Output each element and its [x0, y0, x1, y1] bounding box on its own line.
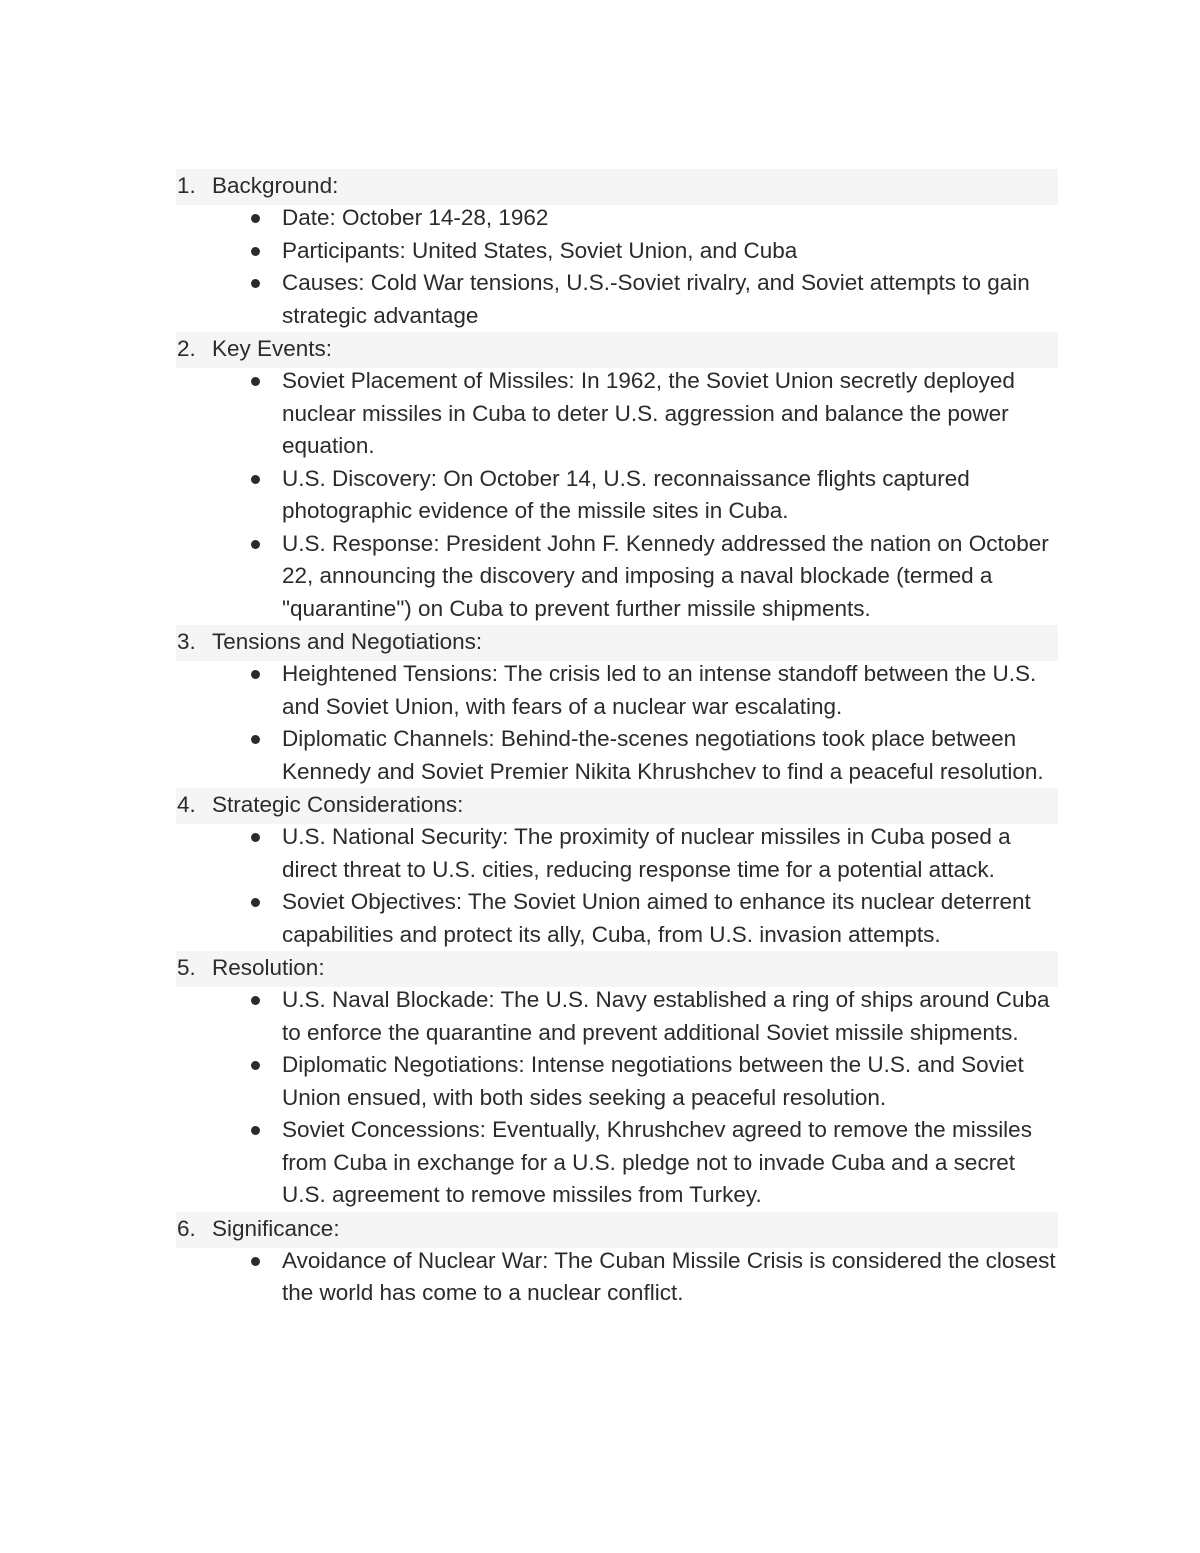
- list-item: [176, 723, 1058, 788]
- item-text: Date: October 14-28, 1962: [282, 205, 549, 230]
- list-item: [176, 528, 1058, 626]
- section-heading: [176, 788, 1058, 824]
- section-background: [176, 169, 1058, 332]
- bullet-icon: [251, 735, 260, 744]
- item-text: U.S. Naval Blockade: The U.S. Navy established a ring of ships around Cuba to enforce the quarantine and prevent additional Soviet missile shipments.: [282, 987, 1050, 1045]
- document-outline: [176, 169, 1058, 1310]
- section-title: Key Events:: [212, 336, 333, 361]
- bullet-icon: [251, 1257, 260, 1266]
- item-text: U.S. Response: President John F. Kennedy addressed the nation on October 22, announcing the discovery and imposing a naval blockade (termed a "quarantine") on Cuba to prevent further missile shipments.: [282, 530, 1049, 621]
- section-heading: [176, 1212, 1058, 1248]
- item-text: Diplomatic Channels: Behind-the-scenes negotiations took place between Kennedy and Soviet Premier Nikita Khrushchev to find a peaceful resolution.: [282, 726, 1044, 784]
- item-text: Soviet Objectives: The Soviet Union aimed to enhance its nuclear deterrent capabilities and protect its ally, Cuba, from U.S. invasion attempts.: [282, 889, 1031, 947]
- list-item: [176, 365, 1058, 463]
- section-strategic: [176, 788, 1058, 951]
- bullet-list: [176, 984, 1058, 1212]
- item-text: Diplomatic Negotiations: Intense negotiations between the U.S. and Soviet Union ensued, with both sides seeking a peaceful resolution.: [282, 1052, 1024, 1110]
- item-text: U.S. National Security: The proximity of nuclear missiles in Cuba posed a direct threat to U.S. cities, reducing response time for a potential attack.: [282, 824, 1011, 882]
- list-item: [176, 886, 1058, 951]
- section-number: 5.: [177, 955, 196, 980]
- bullet-icon: [251, 377, 260, 386]
- section-title: Tensions and Negotiations:: [212, 629, 483, 654]
- bullet-icon: [251, 540, 260, 549]
- list-item: [176, 235, 1058, 268]
- bullet-icon: [251, 214, 260, 223]
- section-key-events: [176, 332, 1058, 625]
- bullet-list: [176, 821, 1058, 951]
- section-heading: [176, 332, 1058, 368]
- section-significance: [176, 1212, 1058, 1310]
- bullet-list: [176, 202, 1058, 332]
- bullet-list: [176, 658, 1058, 788]
- bullet-icon: [251, 475, 260, 484]
- bullet-icon: [251, 279, 260, 288]
- section-number: 4.: [177, 792, 196, 817]
- section-heading: [176, 169, 1058, 205]
- list-item: [176, 1114, 1058, 1212]
- section-heading: [176, 625, 1058, 661]
- list-item: [176, 658, 1058, 723]
- bullet-icon: [251, 1126, 260, 1135]
- list-item: [176, 1245, 1058, 1310]
- section-resolution: [176, 951, 1058, 1212]
- bullet-icon: [251, 898, 260, 907]
- section-title: Strategic Considerations:: [212, 792, 464, 817]
- list-item: [176, 267, 1058, 332]
- item-text: Avoidance of Nuclear War: The Cuban Missile Crisis is considered the closest the world has come to a nuclear conflict.: [282, 1247, 1056, 1305]
- item-text: U.S. Discovery: On October 14, U.S. reconnaissance flights captured photographic evidence of the missile sites in Cuba.: [282, 465, 970, 523]
- item-text: Soviet Placement of Missiles: In 1962, the Soviet Union secretly deployed nuclear missiles in Cuba to deter U.S. aggression and balance the power equation.: [282, 368, 1015, 458]
- section-title: Significance:: [212, 1215, 340, 1241]
- bullet-icon: [251, 670, 260, 679]
- section-number: 2.: [177, 336, 196, 361]
- section-number: 3.: [177, 629, 196, 654]
- section-number: 6.: [177, 1215, 196, 1241]
- item-text: Participants: United States, Soviet Union, and Cuba: [282, 237, 798, 263]
- section-number: 1.: [177, 173, 196, 198]
- list-item: [176, 202, 1058, 235]
- list-item: [176, 821, 1058, 886]
- bullet-icon: [251, 833, 260, 842]
- item-text: Soviet Concessions: Eventually, Khrushchev agreed to remove the missiles from Cuba in exchange for a U.S. pledge not to invade Cuba and a secret U.S. agreement to remove missiles from Turkey.: [282, 1117, 1032, 1207]
- bullet-icon: [251, 1061, 260, 1070]
- bullet-icon: [251, 247, 260, 256]
- list-item: [176, 1049, 1058, 1114]
- list-item: [176, 463, 1058, 528]
- item-text: Causes: Cold War tensions, U.S.-Soviet rivalry, and Soviet attempts to gain strategic advantage: [282, 270, 1030, 328]
- list-item: [176, 984, 1058, 1049]
- bullet-list: [176, 1245, 1058, 1310]
- section-title: Resolution:: [212, 955, 325, 980]
- item-text: Heightened Tensions: The crisis led to an intense standoff between the U.S. and Soviet Union, with fears of a nuclear war escalating.: [282, 661, 1037, 719]
- bullet-list: [176, 365, 1058, 625]
- section-tensions: [176, 625, 1058, 788]
- section-heading: [176, 951, 1058, 987]
- section-title: Background:: [212, 173, 339, 198]
- bullet-icon: [251, 996, 260, 1005]
